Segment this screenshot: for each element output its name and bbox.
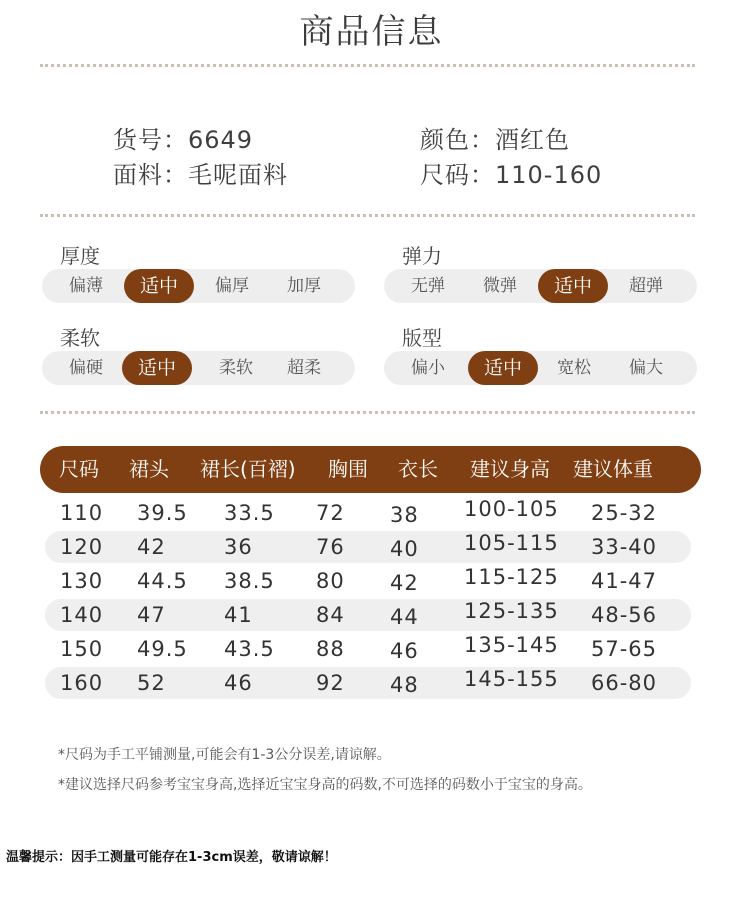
- table-row: [45, 667, 691, 699]
- color-info: 颜色：酒红色: [420, 126, 570, 154]
- fit-option: 偏大: [629, 358, 663, 378]
- elasticity-option: 微弹: [483, 276, 517, 296]
- table-row: [45, 599, 691, 631]
- cell-chest: 84: [316, 603, 345, 627]
- table-row: [45, 633, 691, 665]
- cell-skirt-length: 38.5: [224, 569, 275, 593]
- softness-scale: [42, 351, 355, 385]
- cell-weight: 41-47: [591, 569, 658, 593]
- header-size: 尺码: [59, 457, 99, 481]
- cell-waist: 44.5: [137, 569, 188, 593]
- warm-tip: 温馨提示：因手工测量可能存在1-3cm误差，敬请谅解！: [6, 850, 337, 865]
- thickness-option-selected: 适中: [124, 269, 194, 303]
- header-height: 建议身高: [470, 457, 550, 481]
- header-waist: 裙头: [129, 457, 169, 481]
- divider: [40, 214, 695, 217]
- fit-scale: [384, 351, 697, 385]
- cell-height: 125-135: [464, 599, 559, 623]
- thickness-option: 偏厚: [215, 276, 249, 296]
- elasticity-scale: [384, 269, 697, 303]
- cell-height: 145-155: [464, 667, 559, 691]
- cell-length: 40: [390, 537, 419, 561]
- fit-label: 版型: [402, 326, 442, 350]
- softness-option: 柔软: [219, 358, 253, 378]
- cell-skirt-length: 46: [224, 671, 253, 695]
- cell-size: 120: [60, 535, 104, 559]
- fit-option-selected: 适中: [468, 351, 538, 385]
- elasticity-option: 无弹: [411, 276, 445, 296]
- cell-skirt-length: 43.5: [224, 637, 275, 661]
- elasticity-option-selected: 适中: [538, 269, 608, 303]
- cell-length: 44: [390, 605, 419, 629]
- cell-size: 130: [60, 569, 104, 593]
- header-chest: 胸围: [328, 457, 368, 481]
- size-table-header: [40, 446, 701, 493]
- cell-height: 105-115: [464, 531, 559, 555]
- thickness-option: 偏薄: [69, 276, 103, 296]
- header-weight: 建议体重: [573, 457, 653, 481]
- cell-size: 150: [60, 637, 104, 661]
- softness-option: 偏硬: [69, 358, 103, 378]
- fit-option: 偏小: [411, 358, 445, 378]
- cell-size: 110: [60, 501, 104, 525]
- divider: [40, 411, 695, 414]
- table-row: [45, 497, 691, 529]
- table-row: [45, 565, 691, 597]
- cell-weight: 57-65: [591, 637, 658, 661]
- cell-height: 100-105: [464, 497, 559, 521]
- divider: [40, 64, 695, 67]
- cell-weight: 33-40: [591, 535, 658, 559]
- note-measurement: *尺码为手工平铺测量,可能会有1-3公分误差,请谅解。: [58, 747, 391, 763]
- cell-length: 38: [390, 503, 419, 527]
- cell-skirt-length: 33.5: [224, 501, 275, 525]
- thickness-scale: [42, 269, 355, 303]
- cell-chest: 92: [316, 671, 345, 695]
- cell-chest: 72: [316, 501, 345, 525]
- elasticity-option: 超弹: [629, 276, 663, 296]
- cell-length: 48: [390, 673, 419, 697]
- fabric-info: 面料：毛呢面料: [113, 161, 288, 189]
- cell-weight: 25-32: [591, 501, 658, 525]
- item-number: 货号：6649: [113, 126, 254, 154]
- elasticity-label: 弹力: [402, 244, 442, 268]
- size-info: 尺码：110-160: [420, 161, 603, 189]
- cell-waist: 49.5: [137, 637, 188, 661]
- cell-waist: 39.5: [137, 501, 188, 525]
- softness-label: 柔软: [60, 326, 100, 350]
- cell-chest: 80: [316, 569, 345, 593]
- cell-height: 115-125: [464, 565, 559, 589]
- fit-option: 宽松: [557, 358, 591, 378]
- header-length: 衣长: [398, 457, 438, 481]
- cell-weight: 66-80: [591, 671, 658, 695]
- cell-waist: 42: [137, 535, 166, 559]
- cell-length: 42: [390, 571, 419, 595]
- cell-size: 160: [60, 671, 104, 695]
- thickness-option: 加厚: [287, 276, 321, 296]
- note-size-advice: *建议选择尺码参考宝宝身高,选择近宝宝身高的码数,不可选择的码数小于宝宝的身高。: [58, 777, 592, 793]
- cell-size: 140: [60, 603, 104, 627]
- cell-skirt-length: 36: [224, 535, 253, 559]
- cell-waist: 47: [137, 603, 166, 627]
- softness-option: 超柔: [287, 358, 321, 378]
- cell-skirt-length: 41: [224, 603, 253, 627]
- cell-chest: 76: [316, 535, 345, 559]
- cell-waist: 52: [137, 671, 166, 695]
- cell-length: 46: [390, 639, 419, 663]
- softness-option-selected: 适中: [122, 351, 192, 385]
- page-title: 商品信息: [299, 12, 444, 52]
- header-skirt-length: 裙长(百褶): [200, 457, 296, 481]
- cell-height: 135-145: [464, 633, 559, 657]
- table-row: [45, 531, 691, 563]
- cell-chest: 88: [316, 637, 345, 661]
- thickness-label: 厚度: [60, 244, 100, 268]
- cell-weight: 48-56: [591, 603, 658, 627]
